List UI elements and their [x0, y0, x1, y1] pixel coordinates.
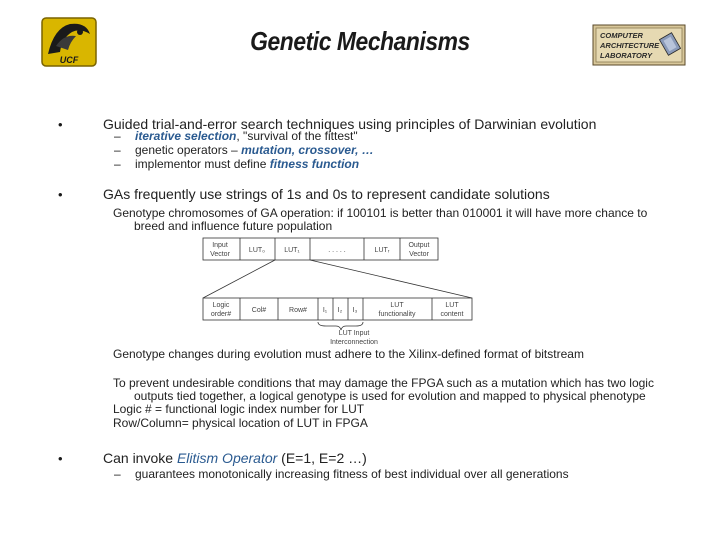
- prevention-paragraph: [113, 377, 713, 430]
- i2-cell: I₂: [337, 307, 343, 314]
- logo-line-1: COMPUTER: [600, 31, 643, 40]
- ucf-logo-text: UCF: [59, 55, 79, 65]
- genotype-line-1: Genotype chromosomes of GA operation: if 100101 is better than 010001 it will have more chance to: [113, 206, 648, 220]
- bullet-3-marker: •: [58, 451, 63, 466]
- logic-number-definition: Logic # = functional logic index number for LUT: [113, 402, 365, 416]
- bullet-3-pre: Can invoke: [103, 450, 177, 466]
- prevention-line-2: outputs tied together, a logical genotype is used for evolution and mapped to physical phenotype: [134, 389, 646, 403]
- col-cell: Col#: [251, 307, 267, 314]
- lut-functionality-line-2: functionality: [378, 311, 416, 318]
- elitism-operator-term: Elitism Operator: [176, 450, 278, 466]
- bullet-2-marker: •: [58, 187, 63, 202]
- sub-bullet-2: [135, 143, 374, 157]
- genotype-diagram: [200, 236, 480, 346]
- lut-input-caption-line-1: LUT Input: [338, 330, 370, 337]
- lut-input-caption-line-2: Interconnection: [330, 339, 378, 346]
- bullet-3-rest: (E=1, E=2 …): [277, 450, 367, 466]
- ellipsis-cell: . . . . .: [328, 247, 346, 254]
- iterative-selection-term: iterative selection: [135, 129, 237, 143]
- sub-1-dash: –: [114, 129, 121, 143]
- mutation-crossover-term: mutation, crossover, …: [241, 143, 374, 157]
- logic-order-line-2: order#: [210, 311, 232, 318]
- bullet-3-text: [103, 450, 367, 466]
- sub-bullet-3-pre: implementor must define: [135, 157, 270, 171]
- sub-bullet-1-rest: , "survival of the fittest": [236, 129, 358, 143]
- input-vector-line-2: Vector: [210, 251, 230, 258]
- genotype-line-2: breed and influence future population: [134, 219, 333, 233]
- prevention-line-1: To prevent undesirable conditions that may damage the FPGA such as a mutation which has two logic: [113, 376, 654, 390]
- row-column-definition: Row/Column= physical location of LUT in FPGA: [113, 416, 368, 430]
- elitism-sub-bullet: guarantees monotonically increasing fitness of best individual over all generations: [135, 467, 569, 481]
- i1-cell: I₁: [322, 307, 328, 314]
- lut-functionality-line-1: LUT: [390, 302, 404, 309]
- sub-bullet-1: [135, 129, 358, 143]
- sub-bullet-3: [135, 157, 359, 171]
- bullet-1-marker: •: [58, 117, 63, 132]
- output-vector-line-2: Vector: [409, 251, 429, 258]
- lut0-cell: LUT₀: [248, 247, 266, 254]
- fitness-function-term: fitness function: [269, 157, 360, 171]
- slide-title: Genetic Mechanisms: [250, 26, 470, 56]
- i3-cell: I₃: [352, 307, 358, 314]
- bitstream-note: Genotype changes during evolution must adhere to the Xilinx-defined format of bitstream: [113, 347, 584, 361]
- bullet-1-text: Guided trial-and-error search techniques using principles of Darwinian evolution: [103, 116, 597, 132]
- sub-bullet-2-pre: genetic operators –: [135, 143, 242, 157]
- output-vector-line-1: Output: [408, 242, 430, 249]
- sub-3-dash: –: [114, 157, 121, 171]
- genotype-description: [113, 207, 713, 233]
- input-vector-line-1: Input: [212, 242, 228, 249]
- lut1-cell: LUT₁: [284, 247, 300, 254]
- sub-2-dash: –: [114, 143, 121, 157]
- logo-line-3: LABORATORY: [600, 51, 653, 60]
- logo-line-2: ARCHITECTURE: [600, 41, 660, 50]
- lut-content-line-1: LUT: [445, 302, 459, 309]
- lut-content-line-2: content: [440, 311, 464, 318]
- lutr-cell: LUTᵣ: [374, 247, 390, 254]
- row-cell: Row#: [289, 307, 307, 314]
- bullet-2-text: GAs frequently use strings of 1s and 0s to represent candidate solutions: [103, 186, 550, 202]
- sub-4-dash: –: [114, 467, 121, 481]
- logic-order-line-1: Logic: [212, 302, 230, 309]
